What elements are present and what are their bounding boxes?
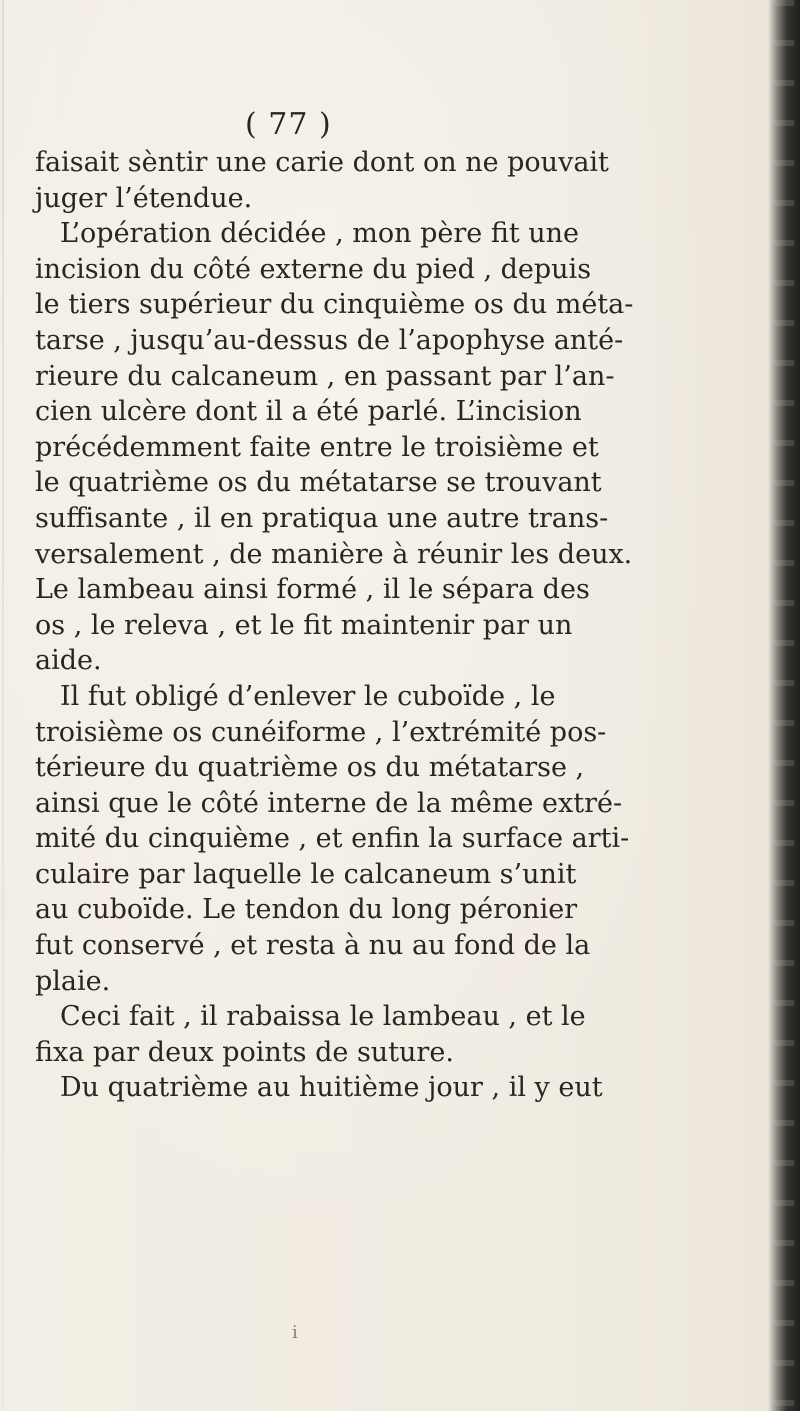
- body-text: [35, 145, 765, 1106]
- text-line: Le lambeau ainsi formé , il le sépara des: [35, 574, 590, 606]
- text-line: incision du côté externe du pied , depuis: [35, 253, 592, 285]
- left-page-edge: [2, 0, 4, 1411]
- stray-ink-mark: i: [292, 1322, 298, 1343]
- paragraph-start-line: Il fut obligé d’enlever le cuboïde , le: [60, 680, 556, 712]
- text-line: ainsi que le côté interne de la même extré-: [35, 787, 623, 819]
- text-line: plaie.: [35, 965, 111, 997]
- text-line: cien ulcère dont il a été parlé. L’incision: [35, 396, 582, 428]
- text-line: juger l’étendue.: [35, 182, 253, 214]
- text-line: culaire par laquelle le calcaneum s’unit: [35, 858, 577, 890]
- text-line: troisième os cunéiforme , l’extrémité pos-: [35, 716, 607, 748]
- text-line: tarse , jusqu’au-dessus de l’apophyse anté-: [35, 324, 624, 356]
- text-line: os , le releva , et le fit maintenir par un: [35, 609, 573, 641]
- text-line: précédemment faite entre le troisième et: [35, 431, 599, 463]
- text-line: au cuboïde. Le tendon du long péronier: [35, 894, 578, 926]
- paragraph-start-line: Du quatrième au huitième jour , il y eut: [60, 1072, 603, 1104]
- text-line: versalement , de manière à réunir les deux.: [35, 538, 633, 570]
- text-line: mité du cinquième , et enfin la surface arti-: [35, 823, 630, 855]
- text-line: aide.: [35, 645, 102, 677]
- gutter-texture: [774, 0, 794, 1411]
- page-number-header: ( 77 ): [245, 107, 332, 142]
- text-line: faisait sèntir une carie dont on ne pouvait: [35, 147, 609, 178]
- paragraph-start-line: L’opération décidée , mon père fit une: [60, 218, 580, 250]
- text-line: le tiers supérieur du cinquième os du méta-: [35, 289, 634, 321]
- paragraph-start-line: Ceci fait , il rabaissa le lambeau , et le: [60, 1001, 586, 1033]
- text-line: suffisante , il en pratiqua une autre trans-: [35, 502, 609, 534]
- text-line: le quatrième os du métatarse se trouvant: [35, 467, 602, 499]
- text-line: fut conservé , et resta à nu au fond de la: [35, 930, 591, 962]
- text-line: térieure du quatrième os du métatarse ,: [35, 752, 585, 784]
- binding-gutter: [768, 0, 800, 1411]
- text-line: fixa par deux points de suture.: [35, 1036, 454, 1068]
- text-line: rieure du calcaneum , en passant par l’an-: [35, 360, 615, 392]
